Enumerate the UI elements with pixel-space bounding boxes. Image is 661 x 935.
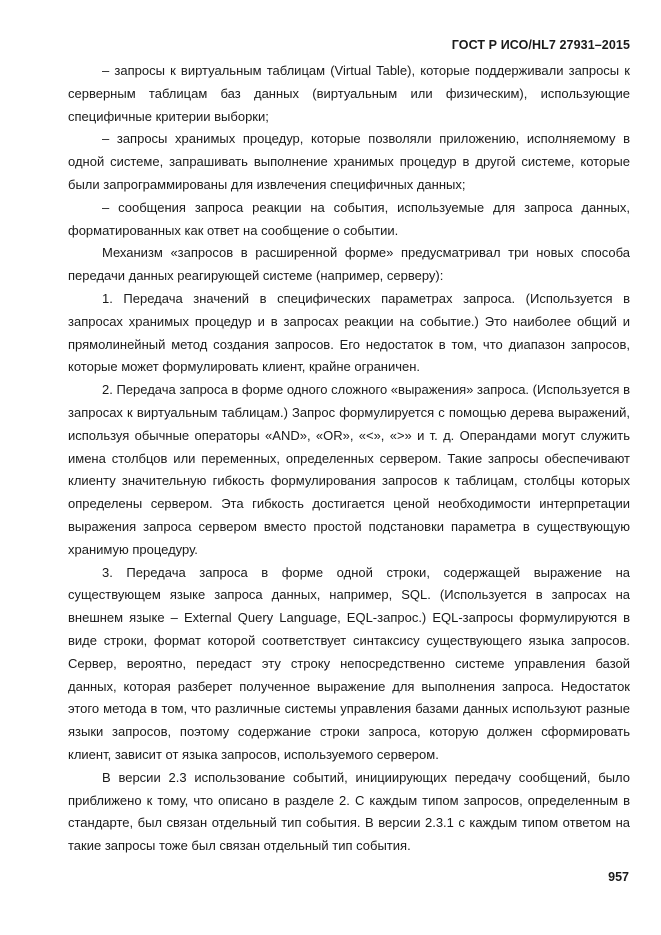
paragraph-method-1: 1. Передача значений в специфических параметрах запроса. (Используется в запросах хранимых процедур и в запросах реакции на событие.) Это наиболее общий и прямолинейный метод создания запросов. Его недостаток в том, что диапазон запросов, которые может формулировать клиент, крайне ограничен. bbox=[68, 290, 630, 375]
document-header: ГОСТ Р ИСО/HL7 27931–2015 bbox=[451, 38, 630, 52]
list-item-virtual-table-queries: – запросы к виртуальным таблицам (Virtual Table), которые поддерживали запросы к серверным таблицам баз данных (виртуальным или физическим), использующие специфичные критерии выборки; bbox=[68, 63, 630, 124]
page-number: 957 bbox=[608, 870, 629, 884]
list-item-stored-procedure-queries: – запросы хранимых процедур, которые позволяли приложению, исполняемому в одной системе, запрашивать выполнение хранимых процедур в другой системе, которые были запрограммированы для извлечения специфичных данных; bbox=[68, 131, 630, 192]
paragraph-method-2: 2. Передача запроса в форме одного сложного «выражения» запроса. (Используется в запросах к виртуальным таблицам.) Запрос формулируется с помощью дерева выражений, используя обычные операторы «AND», «OR», «<», «>» и т. д. Операндами могут служить имена столбцов или переменных, определенных сервером. Такие запросы обеспечивают клиенту значительную гибкость формулирования запросов к таблицам, столбцы которых определены сервером. Эта гибкость достигается ценой необходимости интерпретации выражения запроса сервером вместо простой подстановки параметра в существующую хранимую процедуру. bbox=[68, 382, 630, 557]
list-item-event-response-queries: – сообщения запроса реакции на события, используемые для запроса данных, форматированных как ответ на сообщение о событии. bbox=[68, 199, 630, 238]
document-body bbox=[68, 60, 630, 858]
paragraph-extended-query-mechanism: Механизм «запросов в расширенной форме» предусматривал три новых способа передачи данных реагирующей системе (например, серверу): bbox=[68, 245, 630, 284]
paragraph-version-2-3: В версии 2.3 использование событий, инициирующих передачу сообщений, было приближено к тому, что описано в разделе 2. С каждым типом запросов, определенным в стандарте, был связан отдельный тип события. В версии 2.3.1 с каждым типом ответом на такие запросы тоже был связан отдельный тип события. bbox=[68, 769, 630, 854]
paragraph-method-3: 3. Передача запроса в форме одной строки, содержащей выражение на существующем языке запроса данных, например, SQL. (Используется в запросах на внешнем языке – External Query Language, EQL-запрос.) EQL-запросы формулируются в виде строки, формат которой соответствует синтаксису существующего языка запросов. Сервер, вероятно, передаст эту строку непосредственно системе управления базой данных, которая разберет полученное выражение для выполнения запроса. Недостаток этого метода в том, что различные системы управления базами данных используют разные языки запросов, поэтому содержание строки запроса, которую должен сформировать клиент, зависит от языка запросов, используемого сервером. bbox=[68, 564, 630, 762]
